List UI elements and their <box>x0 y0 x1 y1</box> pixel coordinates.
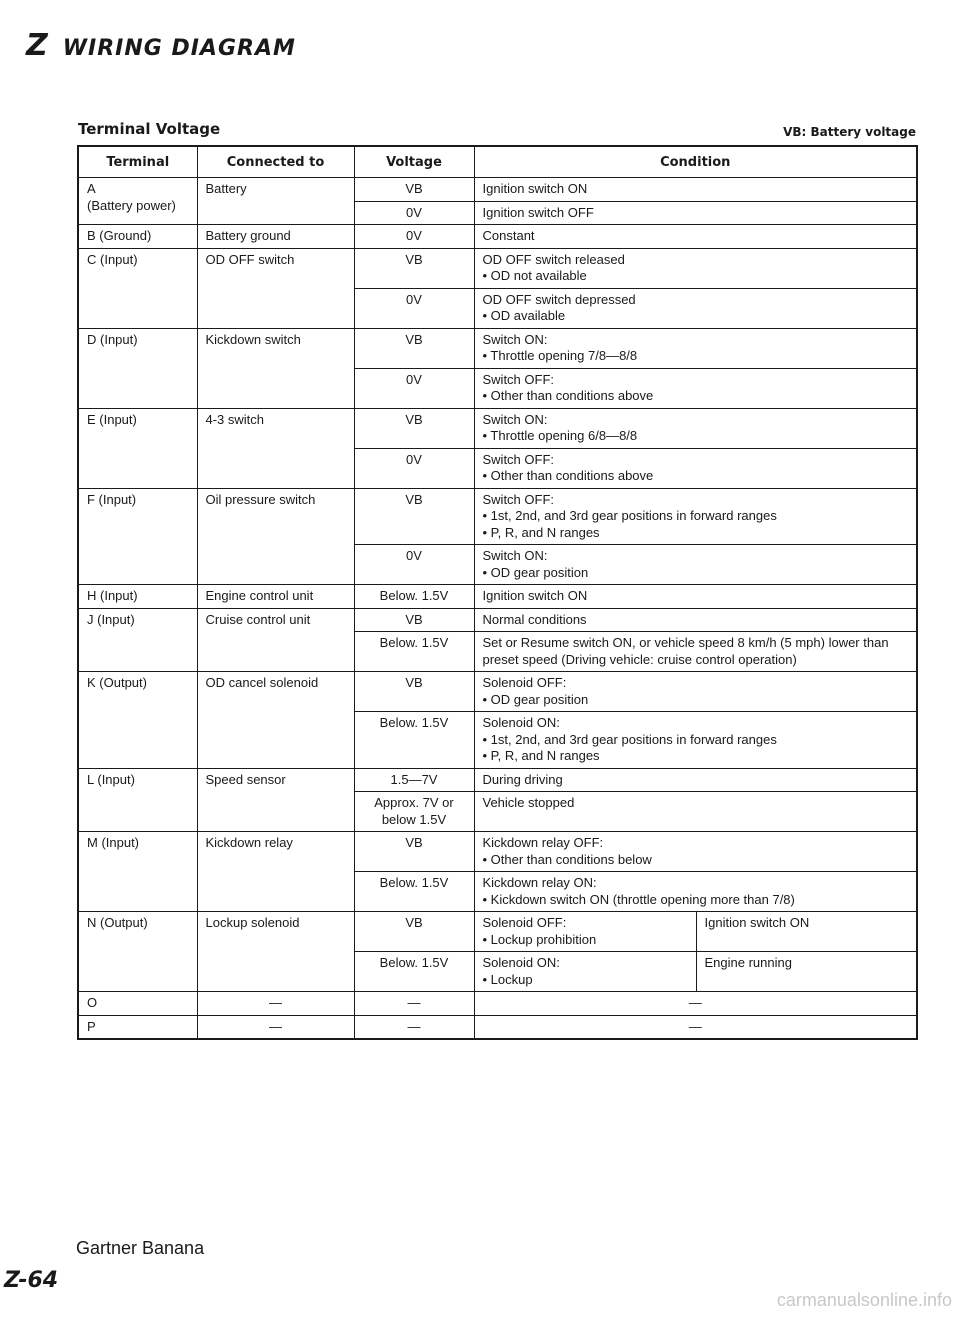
terminal-cell: F (Input) <box>78 488 197 585</box>
condition-cell: Switch OFF: • 1st, 2nd, and 3rd gear positions in forward ranges • P, R, and N ranges <box>474 488 917 545</box>
table-row <box>78 408 917 448</box>
terminal-cell: P <box>78 1015 197 1039</box>
footer-name: Gartner Banana <box>76 1238 205 1258</box>
voltage-cell: Below. 1.5V <box>354 872 474 912</box>
table-row <box>78 178 917 202</box>
condition-sub-cell: Engine running <box>696 952 917 992</box>
condition-cell: — <box>474 1015 917 1039</box>
voltage-cell: 0V <box>354 545 474 585</box>
terminal-cell: L (Input) <box>78 768 197 832</box>
page-header <box>26 28 296 63</box>
condition-cell: Solenoid ON: • 1st, 2nd, and 3rd gear positions in forward ranges • P, R, and N ranges <box>474 712 917 769</box>
table-title: Terminal Voltage <box>78 120 221 138</box>
connected-cell: — <box>197 1015 354 1039</box>
table-row <box>78 672 917 712</box>
condition-cell: Switch OFF: • Other than conditions above <box>474 368 917 408</box>
voltage-cell: 0V <box>354 448 474 488</box>
condition-cell: Solenoid OFF: • Lockup prohibition <box>474 912 696 952</box>
condition-cell: Switch ON: • OD gear position <box>474 545 917 585</box>
voltage-cell: VB <box>354 488 474 545</box>
voltage-cell: Below. 1.5V <box>354 585 474 609</box>
voltage-cell: 0V <box>354 225 474 249</box>
connected-cell: Engine control unit <box>197 585 354 609</box>
table-row <box>78 328 917 368</box>
table-row <box>78 992 917 1016</box>
table-row <box>78 768 917 792</box>
voltage-cell: VB <box>354 248 474 288</box>
connected-cell: Kickdown switch <box>197 328 354 408</box>
voltage-cell: VB <box>354 408 474 448</box>
voltage-cell: 0V <box>354 288 474 328</box>
condition-cell: Switch ON: • Throttle opening 6/8—8/8 <box>474 408 917 448</box>
connected-cell: — <box>197 992 354 1016</box>
voltage-cell: VB <box>354 608 474 632</box>
voltage-cell: VB <box>354 672 474 712</box>
table-row <box>78 1015 917 1039</box>
terminal-cell: H (Input) <box>78 585 197 609</box>
condition-cell: Switch ON: • Throttle opening 7/8—8/8 <box>474 328 917 368</box>
connected-cell: OD cancel solenoid <box>197 672 354 769</box>
terminal-cell: O <box>78 992 197 1016</box>
section-title: WIRING DIAGRAM <box>62 36 296 61</box>
terminal-cell: K (Output) <box>78 672 197 769</box>
voltage-cell: Below. 1.5V <box>354 712 474 769</box>
header-voltage: Voltage <box>354 146 474 178</box>
condition-cell: OD OFF switch depressed • OD available <box>474 288 917 328</box>
condition-cell: Kickdown relay ON: • Kickdown switch ON (throttle opening more than 7/8) <box>474 872 917 912</box>
header-condition: Condition <box>474 146 917 178</box>
table-header-row <box>78 146 917 178</box>
connected-cell: Lockup solenoid <box>197 912 354 992</box>
condition-cell: Ignition switch ON <box>474 178 917 202</box>
connected-cell: Battery ground <box>197 225 354 249</box>
header-terminal: Terminal <box>78 146 197 178</box>
condition-cell: Switch OFF: • Other than conditions above <box>474 448 917 488</box>
page-number: Z-64 <box>4 1268 59 1293</box>
condition-sub-cell: Ignition switch ON <box>696 912 917 952</box>
section-letter: Z <box>26 28 49 63</box>
condition-cell: — <box>474 992 917 1016</box>
condition-cell: Vehicle stopped <box>474 792 917 832</box>
table-row <box>78 832 917 872</box>
voltage-legend: VB: Battery voltage <box>783 125 916 139</box>
table-row <box>78 912 917 952</box>
terminal-voltage-table <box>77 145 918 1040</box>
condition-cell: During driving <box>474 768 917 792</box>
header-connected-to: Connected to <box>197 146 354 178</box>
condition-cell: Solenoid ON: • Lockup <box>474 952 696 992</box>
voltage-cell: Below. 1.5V <box>354 632 474 672</box>
voltage-cell: VB <box>354 178 474 202</box>
voltage-cell: VB <box>354 328 474 368</box>
voltage-cell: 0V <box>354 201 474 225</box>
condition-cell: Ignition switch OFF <box>474 201 917 225</box>
terminal-cell: A (Battery power) <box>78 178 197 225</box>
voltage-cell: — <box>354 1015 474 1039</box>
voltage-cell: 0V <box>354 368 474 408</box>
condition-cell: Ignition switch ON <box>474 585 917 609</box>
voltage-cell: 1.5—7V <box>354 768 474 792</box>
condition-cell: Solenoid OFF: • OD gear position <box>474 672 917 712</box>
table-row <box>78 248 917 288</box>
table-row <box>78 585 917 609</box>
connected-cell: 4-3 switch <box>197 408 354 488</box>
table-row <box>78 488 917 545</box>
voltage-cell: Below. 1.5V <box>354 952 474 992</box>
terminal-cell: C (Input) <box>78 248 197 328</box>
terminal-cell: J (Input) <box>78 608 197 672</box>
connected-cell: Kickdown relay <box>197 832 354 912</box>
voltage-cell: VB <box>354 832 474 872</box>
connected-cell: Cruise control unit <box>197 608 354 672</box>
terminal-cell: B (Ground) <box>78 225 197 249</box>
connected-cell: Battery <box>197 178 354 225</box>
terminal-cell: N (Output) <box>78 912 197 992</box>
terminal-cell: M (Input) <box>78 832 197 912</box>
table-row <box>78 608 917 632</box>
connected-cell: Oil pressure switch <box>197 488 354 585</box>
terminal-cell: E (Input) <box>78 408 197 488</box>
condition-cell: Constant <box>474 225 917 249</box>
connected-cell: OD OFF switch <box>197 248 354 328</box>
voltage-cell: VB <box>354 912 474 952</box>
table-row <box>78 225 917 249</box>
voltage-cell: — <box>354 992 474 1016</box>
condition-cell: OD OFF switch released • OD not available <box>474 248 917 288</box>
watermark: carmanualsonline.info <box>776 1290 952 1310</box>
voltage-cell: Approx. 7V or below 1.5V <box>354 792 474 832</box>
connected-cell: Speed sensor <box>197 768 354 832</box>
condition-cell: Normal conditions <box>474 608 917 632</box>
condition-cell: Set or Resume switch ON, or vehicle speed 8 km/h (5 mph) lower than preset speed (Driving vehicle: cruise control operation) <box>474 632 917 672</box>
condition-cell: Kickdown relay OFF: • Other than conditions below <box>474 832 917 872</box>
terminal-cell: D (Input) <box>78 328 197 408</box>
